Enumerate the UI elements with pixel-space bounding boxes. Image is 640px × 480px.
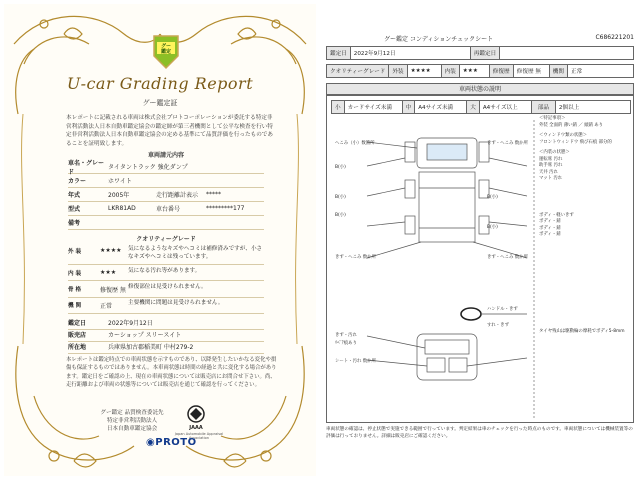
- legend-mid-desc: A4サイズ未満: [415, 101, 467, 114]
- mileage-label: 走行距離計表示: [156, 192, 199, 199]
- shop-value: カーショップ スリースイト: [108, 332, 182, 339]
- interior-item-2: 助手席 汚れ: [539, 163, 563, 168]
- certificate-intro: 本レポートに記載される車両は株式会社プロトコーポレーションが委託する特定非営利活動法人日本自動車鑑定協会の鑑定師が第三者機関として公平な検査を行い特定非営利活動法人日本自動車鑑定協会の定める基準にて品質評価を行ったものであることを証明致します。: [66, 115, 273, 147]
- jaaa-logo: [184, 404, 208, 430]
- year-label: 年式: [68, 192, 81, 199]
- label-b-2: B(小): [335, 195, 346, 200]
- legend-small-desc: カードサイズ未満: [344, 101, 402, 114]
- svg-text:グー: グー: [160, 43, 172, 50]
- reinspect-value-cell: [500, 47, 634, 60]
- int-stars-cell: ★★★: [459, 65, 489, 78]
- location-label: 所在地: [68, 344, 87, 351]
- special-item-1: 外装 全面的 薄い錆 ／ 頭錆 あり: [539, 122, 604, 128]
- body-item-3: ボディ・錆: [539, 225, 561, 231]
- legend-large-desc: A4サイズ以上: [479, 101, 531, 114]
- interior-item-1: 運転席 汚れ: [539, 156, 563, 162]
- proto-text: PROTO: [155, 437, 197, 448]
- label-handle-scratch: ハンドル・きず: [487, 307, 518, 312]
- label-seat-scratch: きず・汚れ: [335, 333, 357, 338]
- certificate-subtitle: グー鑑定証: [142, 99, 178, 107]
- legend-mid: 中: [402, 101, 415, 114]
- body-item-1: ボディ・軽いきず: [539, 212, 574, 218]
- ext-label-cell: 外装: [389, 65, 407, 78]
- jaaa-caption: Japan Automobile Appraisal Association: [174, 432, 224, 440]
- engine-grade-row: [68, 300, 264, 314]
- year-row: [68, 188, 264, 202]
- repair-value-cell: 修復歴 無: [513, 65, 549, 78]
- window-item-1: フロントウィンドウ 飛び石痕 部分的: [539, 139, 612, 145]
- date-value-cell: 2022年9月12日: [350, 47, 470, 60]
- remarks-label: 備考: [68, 220, 81, 227]
- chassis-value: *********177: [206, 205, 245, 212]
- model-value: タイタントラック 強化ダンプ: [108, 164, 188, 171]
- proto-mark-icon: ◉: [146, 437, 156, 448]
- certificate-title: U-car Grading Report: [66, 74, 254, 93]
- color-label: カラー: [68, 178, 87, 185]
- interior-stars: ★★★: [100, 269, 117, 276]
- exterior-label: 外 装: [68, 249, 82, 255]
- right-border-ornament: [292, 114, 302, 344]
- legend-parts-value: 2個以上: [555, 101, 630, 114]
- engine-label: 機 関: [68, 303, 82, 309]
- label-repair-mark: ﾘﾍﾟｱ痕あり: [335, 341, 357, 346]
- engine-value-cell: 正常: [568, 65, 634, 78]
- ext-stars-cell: ★★★★: [407, 65, 441, 78]
- color-row: [68, 174, 264, 188]
- skeleton-description: 修復部位は見受けられません。: [128, 284, 207, 290]
- jaaa-text: JAAA: [189, 425, 203, 430]
- sheet-id: C686221201: [595, 34, 634, 41]
- interior-label: 内 装: [68, 271, 82, 277]
- color-value: ホワイト: [108, 178, 132, 185]
- skeleton-value: 修復歴 無: [100, 287, 126, 294]
- year-value: 2005年: [108, 192, 130, 199]
- model-label: 車名・グレード: [68, 159, 105, 176]
- interior-grade-row: [68, 268, 264, 281]
- interior-item-3: 天井 汚れ: [539, 169, 558, 175]
- tire-note: タイヤ残山は駆動輪の摩耗でボディ5-8mm: [539, 328, 625, 334]
- goo-appraisal-badge: [151, 34, 181, 70]
- location-value: 兵庫県加古郡稲美町 中村279-2: [108, 344, 194, 351]
- grade-table: [326, 64, 634, 78]
- label-scratch-right-2: きず・へこみ 数か所: [487, 255, 528, 260]
- certifying-organization: グー鑑定 品質検査委託先 特定非営利活動法人 日本自動車鑑定協会: [100, 410, 164, 432]
- legend-parts: 部品: [531, 101, 555, 114]
- condition-check-sheet: [324, 4, 636, 476]
- model-row: [68, 160, 264, 174]
- exterior-grade-row: [68, 246, 264, 265]
- repair-label-cell: 修復歴: [489, 65, 513, 78]
- type-row: [68, 202, 264, 216]
- window-title: ＜ウィンドウ類の状態＞: [539, 133, 588, 138]
- date-table: [326, 46, 634, 60]
- label-dent-small: へこみ（小）数箇所: [335, 141, 375, 146]
- grade-label-cell: クオリティーグレード: [327, 65, 389, 78]
- remarks-row: [68, 216, 264, 230]
- vehicle-section-heading: 車両請元内容: [147, 152, 184, 159]
- legend-small: 小: [332, 101, 345, 114]
- left-border-ornament: [18, 114, 28, 344]
- svg-text:鑑定: 鑑定: [160, 49, 172, 55]
- label-b-1: B(小): [335, 165, 346, 170]
- certificate-note: 本レポートは鑑定時点での車両状態を示すものであり、以降発生したいかなる変化や損傷も保証するものではありません。本車両状態は時間の経過と共に変化する場合があります。鑑定日をご確認の上、現在の車両状態については販売店にお問合せ下さい。尚、走行距離および車両の状態等については販売店を通じて確認を行ってください。: [66, 357, 277, 388]
- date-label-cell: 鑑定日: [327, 47, 351, 60]
- mileage-value: *****: [206, 191, 221, 198]
- special-notes-column: [539, 116, 631, 335]
- diagram-heading: 車両状態の説明: [326, 83, 634, 95]
- skeleton-label: 骨 格: [68, 287, 82, 293]
- chassis-label: 車台番号: [156, 206, 181, 213]
- interior-description: 気になる汚れ等があります。: [128, 268, 201, 274]
- label-scratch-right: きず・へこみ 数か所: [487, 141, 528, 146]
- int-label-cell: 内装: [441, 65, 459, 78]
- label-b-right-1: B(小): [487, 195, 498, 200]
- interior-item-4: マット 汚れ: [539, 176, 563, 181]
- legend-large: 大: [467, 101, 480, 114]
- date-label: 鑑定日: [68, 320, 87, 327]
- skeleton-grade-row: [68, 284, 264, 298]
- sheet-title: グー鑑定 コンディションチェックシート: [384, 36, 494, 43]
- sheet-notes: 車両状態の確認は、停止状態で実施できる範囲で行っています。判定結果は車のチェックを行った時点のものです。車両状態については機械装置等の評価は行っておりません。詳細は販売店にご確認ください。: [326, 427, 633, 439]
- vehicle-outline-drawing: [347, 118, 547, 418]
- label-floor-dirt: シート・汚れ 数か所: [335, 359, 376, 364]
- label-side-right: すれ・きず: [487, 323, 509, 328]
- shop-label: 販売店: [68, 332, 87, 339]
- vehicle-diagram-panel: [326, 95, 634, 423]
- label-b-right-2: B(小): [487, 225, 498, 230]
- size-legend-table: [331, 100, 631, 114]
- type-value: LKR81AD: [108, 205, 136, 212]
- body-item-2: ボディ・錆: [539, 219, 561, 224]
- proto-logo: [146, 437, 197, 448]
- interior-title: ＜内装の状態＞: [539, 150, 570, 155]
- engine-description: 主要機関に問題は見受けられません。: [128, 300, 224, 306]
- label-scratch-left: きず・へこみ 数か所: [335, 255, 376, 260]
- special-title: ＜特記事項＞: [539, 116, 566, 121]
- body-item-4: ボディ・錆: [539, 232, 561, 237]
- label-b-3: B(小): [335, 213, 346, 218]
- engine-value: 正常: [100, 303, 113, 310]
- engine-label-cell: 機関: [549, 65, 567, 78]
- exterior-stars: ★★★★: [100, 247, 122, 254]
- location-row: [68, 340, 264, 354]
- date-value: 2022年9月12日: [108, 320, 153, 327]
- exterior-description: 気になるようなキズやへコミは補修済みですが、小さなキズやヘコミは残っています。: [128, 246, 263, 260]
- reinspect-label-cell: 再鑑定日: [470, 47, 499, 60]
- quality-section-heading: クオリティーグレード: [136, 236, 196, 243]
- diagram-divider: [533, 120, 535, 420]
- type-label: 型式: [68, 206, 81, 213]
- grading-certificate: [4, 4, 316, 476]
